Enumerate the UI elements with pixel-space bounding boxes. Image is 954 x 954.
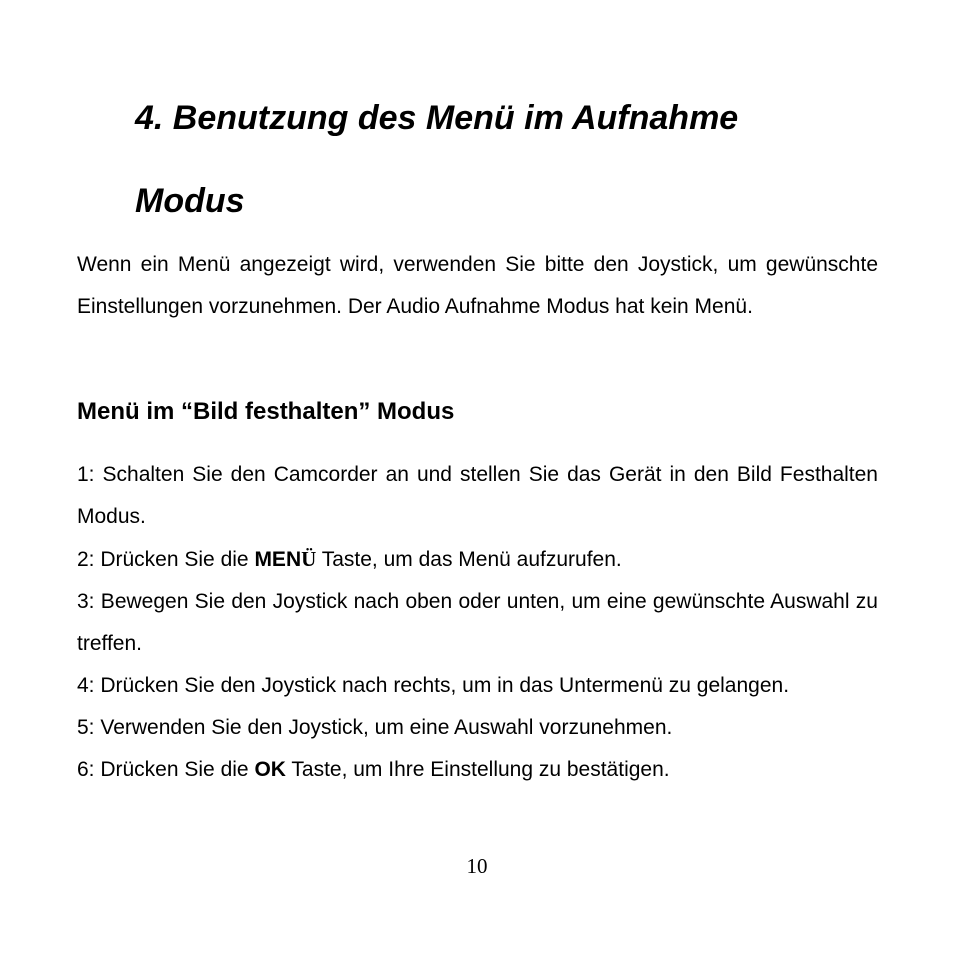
step-6-ok-key-label: OK [254,758,286,781]
step-2-text-after: Taste, um das Menü aufzurufen. [316,548,622,571]
step-6-text-after: Taste, um Ihre Einstellung zu bestätigen. [285,758,670,781]
intro-paragraph: Wenn ein Menü angezeigt wird, verwenden Sie bitte den Joystick, um gewünschte Einstellungen vorzunehmen. Der Audio Aufnahme Modus hat kein Menü. [77,253,878,318]
step-2-menu-key-part-1: MEN [254,548,302,571]
step-6-text-before: 6: Drücken Sie die [77,758,255,781]
instruction-steps [77,454,878,791]
chapter-title-line-2: Modus [135,182,245,220]
step-2-menu-key-label [254,548,316,571]
step-2 [77,538,878,581]
step-4: 4: Drücken Sie den Joystick nach rechts, um in das Untermenü zu gelangen. [77,674,790,697]
step-1: 1: Schalten Sie den Camcorder an und stellen Sie das Gerät in den Bild Festhalten Modus. [77,463,878,528]
step-3: 3: Bewegen Sie den Joystick nach oben oder unten, um eine gewünschte Auswahl zu treffen. [77,590,878,655]
step-6 [77,749,878,791]
step-2-text-before: 2: Drücken Sie die [77,548,255,571]
step-2-menu-key-part-2: Ü [301,547,317,571]
section-heading: Menü im “Bild festhalten” Modus [77,398,455,425]
step-5: 5: Verwenden Sie den Joystick, um eine Auswahl vorzunehmen. [77,716,673,739]
chapter-title-line-1: 4. Benutzung des Menü im Aufnahme [135,99,739,137]
page-number: 10 [466,854,488,878]
